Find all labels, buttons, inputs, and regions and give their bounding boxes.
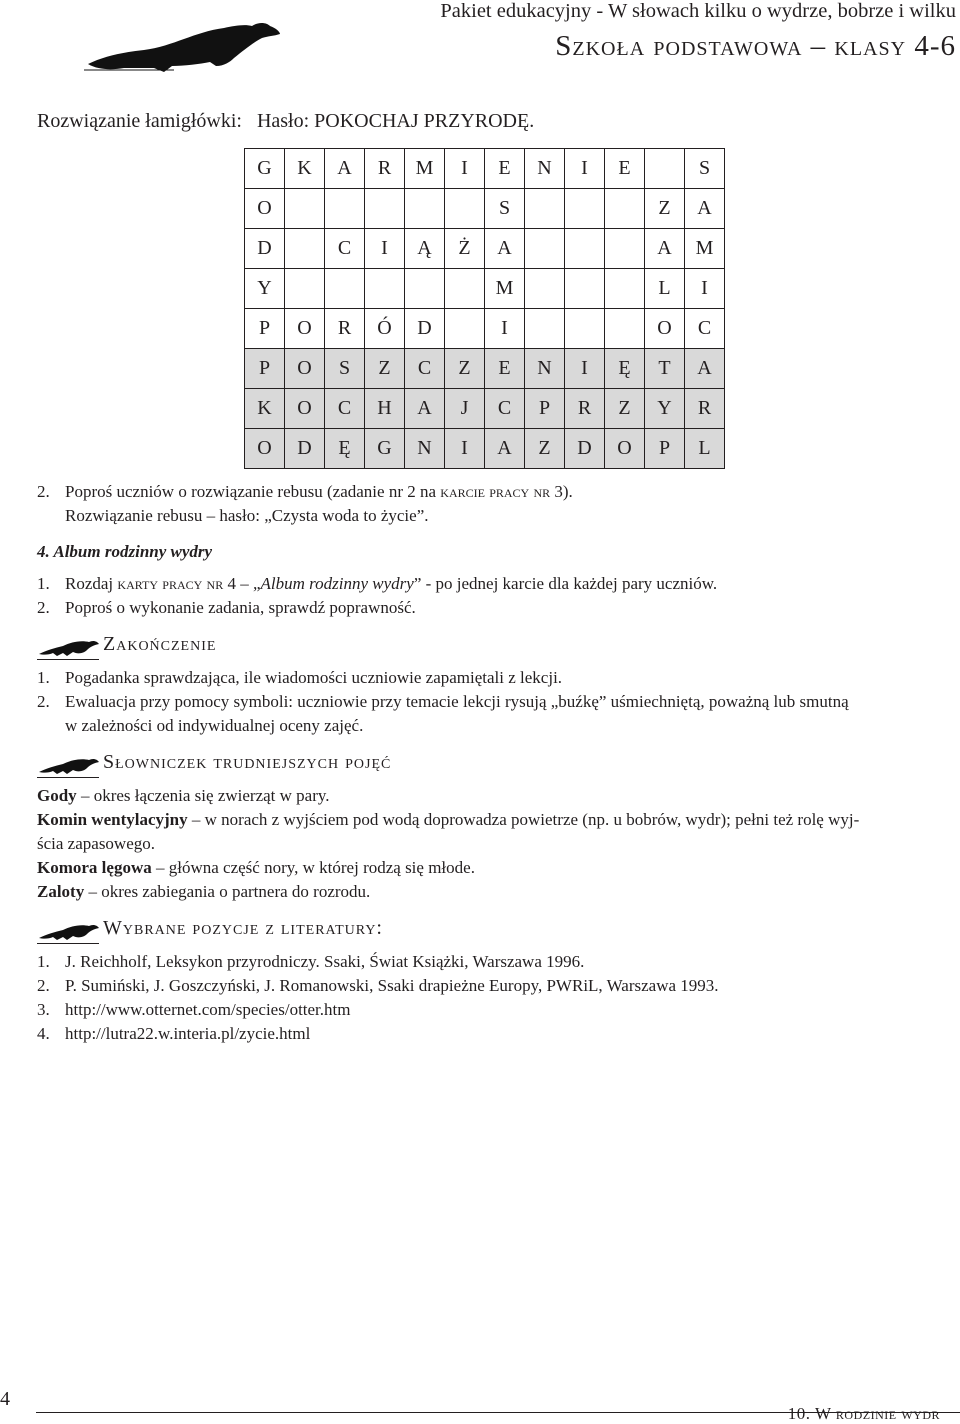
grid-cell: I: [565, 349, 605, 389]
bibliography-item: [37, 950, 584, 974]
glossary-term: Zaloty: [37, 882, 85, 901]
grid-cell: I: [685, 269, 725, 309]
grid-cell: I: [445, 429, 485, 469]
grid-cell: A: [405, 389, 445, 429]
grid-row: [245, 229, 725, 269]
grid-cell: Ę: [605, 349, 645, 389]
section-slowniczek-heading: [37, 752, 477, 778]
glossary-term: Gody: [37, 786, 77, 805]
otter-logo-icon: [84, 12, 284, 76]
list-number: 1.: [37, 574, 50, 593]
glossary-term: Komin wentylacyjny: [37, 810, 188, 829]
item-text: Poproś o wykonanie zadania, sprawdź poprawność.: [65, 598, 416, 617]
bibliography-text: J. Reichholf, Leksykon przyrodniczy. Ssaki, Świat Książki, Warszawa 1996.: [65, 952, 585, 971]
grid-cell: [645, 149, 685, 189]
grid-cell: [285, 189, 325, 229]
grid-cell: K: [245, 389, 285, 429]
grid-cell: [525, 309, 565, 349]
glossary-definition: – okres łączenia się zwierząt w pary.: [76, 786, 330, 805]
glossary-definition: – w norach z wyjściem pod wodą doprowadza powietrze (np. u bobrów, wydr); pełni też rolę wyj-: [187, 810, 860, 829]
grid-cell: A: [325, 149, 365, 189]
grid-cell: [525, 229, 565, 269]
item-italic-title: Album rodzinny wydry: [260, 574, 414, 593]
grid-cell: A: [685, 349, 725, 389]
grid-cell: [565, 309, 605, 349]
grid-cell: [565, 269, 605, 309]
grid-cell: S: [485, 189, 525, 229]
crossword-grid: [244, 148, 725, 469]
puzzle-password: Hasło: POKOCHAJ PRZYRODĘ.: [256, 110, 535, 132]
puzzle-solution-line: [37, 110, 534, 133]
grid-cell: [565, 189, 605, 229]
grid-cell: O: [645, 309, 685, 349]
grid-cell: T: [645, 349, 685, 389]
grid-cell: O: [285, 349, 325, 389]
section-title: Wybrane pozycje z literatury:: [103, 917, 383, 939]
grid-cell: Z: [365, 349, 405, 389]
grid-cell: [405, 269, 445, 309]
grid-cell: [365, 269, 405, 309]
bibliography-item: [37, 998, 350, 1022]
grid-cell: E: [485, 349, 525, 389]
grid-cell: [525, 189, 565, 229]
task2-text: Poproś uczniów o rozwiązanie rebusu (zadanie nr 2 na: [65, 482, 437, 501]
grid-row: [245, 309, 725, 349]
grid-cell: C: [325, 229, 365, 269]
grid-cell: C: [405, 349, 445, 389]
bibliography-link[interactable]: http://www.otternet.com/species/otter.htm: [65, 1000, 351, 1019]
grid-cell: L: [685, 429, 725, 469]
grid-cell: S: [685, 149, 725, 189]
item-text: Ewaluacja przy pomocy symboli: uczniowie przy temacie lekcji rysują „buźkę” uśmiechniętą, poważną lub smutną: [65, 692, 849, 711]
bibliography-item: [37, 974, 719, 998]
grid-cell: S: [325, 349, 365, 389]
item-text: Pogadanka sprawdzająca, ile wiadomości uczniowie zapamiętali z lekcji.: [65, 668, 563, 687]
grid-cell: O: [605, 429, 645, 469]
list-number: 2.: [37, 976, 50, 995]
item-text: 4 – „: [227, 574, 261, 593]
section-rule: [37, 943, 99, 944]
grid-cell: [285, 269, 325, 309]
zakonczenie-item-1: [37, 666, 562, 690]
grid-cell: [445, 309, 485, 349]
glossary-entry: [37, 808, 859, 832]
grid-cell: P: [645, 429, 685, 469]
grid-cell: E: [485, 149, 525, 189]
section-literatura-heading: [37, 918, 477, 944]
grid-cell: R: [565, 389, 605, 429]
grid-cell: I: [565, 149, 605, 189]
grid-row: [245, 189, 725, 229]
grid-cell: [605, 269, 645, 309]
grid-cell: Ż: [445, 229, 485, 269]
section4-title: 4. Album rodzinny wydry: [37, 542, 213, 561]
header-title: Pakiet edukacyjny - W słowach kilku o wydrze, bobrze i wilku: [440, 0, 956, 22]
header-subtitle: Szkoła podstawowa – klasy 4-6: [555, 30, 956, 62]
grid-cell: D: [285, 429, 325, 469]
grid-row: [245, 269, 725, 309]
task2-line1: [37, 480, 573, 504]
grid-cell: D: [405, 309, 445, 349]
grid-cell: [445, 189, 485, 229]
section4-item-2: [37, 596, 416, 620]
grid-cell: [605, 309, 645, 349]
glossary-entry: [37, 784, 330, 808]
grid-cell: I: [485, 309, 525, 349]
list-number: 4.: [37, 1024, 50, 1043]
list-number: 2.: [37, 692, 50, 711]
grid-row: [245, 149, 725, 189]
puzzle-solution-label: Rozwiązanie łamigłówki:: [37, 110, 242, 132]
grid-cell: [605, 229, 645, 269]
item-text: Rozdaj: [65, 574, 114, 593]
grid-cell: A: [485, 229, 525, 269]
grid-cell: Y: [245, 269, 285, 309]
grid-cell: O: [245, 189, 285, 229]
otter-bullet-icon: [37, 754, 103, 776]
grid-cell: [525, 269, 565, 309]
otter-bullet-icon: [37, 636, 103, 658]
grid-cell: P: [245, 309, 285, 349]
grid-cell: H: [365, 389, 405, 429]
grid-cell: M: [485, 269, 525, 309]
grid-cell: Ę: [325, 429, 365, 469]
grid-cell: Z: [525, 429, 565, 469]
grid-cell: L: [645, 269, 685, 309]
grid-cell: Z: [645, 189, 685, 229]
grid-cell: M: [405, 149, 445, 189]
grid-cell: G: [245, 149, 285, 189]
grid-cell: G: [365, 429, 405, 469]
glossary-definition: – okres zabiegania o partnera do rozrodu.: [84, 882, 371, 901]
grid-cell: A: [645, 229, 685, 269]
section4-item-1: [37, 572, 717, 596]
glossary-definition-cont: ścia zapasowego.: [37, 834, 156, 853]
grid-cell: [325, 189, 365, 229]
worksheet-ref: karcie pracy nr: [440, 482, 551, 501]
grid-row: [245, 349, 725, 389]
list-number: 3.: [37, 1000, 50, 1019]
zakonczenie-item-2-cont: w zależności od indywidualnej oceny zajęć.: [65, 716, 364, 735]
section-title: Zakończenie: [103, 633, 217, 655]
grid-cell: D: [245, 229, 285, 269]
zakonczenie-item-2: [37, 690, 849, 714]
grid-cell: Ó: [365, 309, 405, 349]
grid-cell: [285, 229, 325, 269]
grid-cell: K: [285, 149, 325, 189]
grid-cell: R: [365, 149, 405, 189]
grid-cell: J: [445, 389, 485, 429]
list-number: 2.: [37, 482, 50, 501]
grid-cell: [445, 269, 485, 309]
grid-cell: Y: [645, 389, 685, 429]
grid-cell: P: [525, 389, 565, 429]
footer-title: 10. W rodzinie wydr: [787, 1404, 940, 1423]
grid-cell: C: [325, 389, 365, 429]
grid-cell: R: [685, 389, 725, 429]
grid-cell: C: [485, 389, 525, 429]
worksheet-ref: karty pracy nr: [117, 574, 224, 593]
grid-cell: R: [325, 309, 365, 349]
grid-cell: O: [245, 429, 285, 469]
grid-cell: [365, 189, 405, 229]
list-number: 1.: [37, 668, 50, 687]
grid-cell: E: [605, 149, 645, 189]
bibliography-link[interactable]: http://lutra22.w.interia.pl/zycie.html: [65, 1024, 311, 1043]
grid-cell: D: [565, 429, 605, 469]
item-text: ” - po jednej karcie dla każdej pary uczniów.: [413, 574, 718, 593]
grid-cell: Z: [605, 389, 645, 429]
grid-cell: N: [525, 149, 565, 189]
glossary-definition: – główna część nory, w której rodzą się młode.: [151, 858, 475, 877]
grid-cell: N: [405, 429, 445, 469]
grid-cell: P: [245, 349, 285, 389]
grid-cell: [605, 189, 645, 229]
list-number: 1.: [37, 952, 50, 971]
section-rule: [37, 659, 99, 660]
grid-row: [245, 429, 725, 469]
grid-cell: C: [685, 309, 725, 349]
grid-cell: [325, 269, 365, 309]
grid-cell: Ą: [405, 229, 445, 269]
grid-cell: O: [285, 389, 325, 429]
bibliography-item: [37, 1022, 310, 1046]
grid-cell: I: [365, 229, 405, 269]
task2-line2: Rozwiązanie rebusu – hasło: „Czysta woda to życie”.: [65, 506, 429, 525]
section-title: Słowniczek trudniejszych pojęć: [103, 751, 392, 773]
grid-row: [245, 389, 725, 429]
grid-cell: [565, 229, 605, 269]
grid-cell: A: [685, 189, 725, 229]
glossary-term: Komora lęgowa: [37, 858, 152, 877]
page-number: 4: [0, 1388, 10, 1410]
otter-bullet-icon: [37, 920, 103, 942]
task2-text-end: 3).: [554, 482, 573, 501]
section-rule: [37, 777, 99, 778]
bibliography-text: P. Sumiński, J. Goszczyński, J. Romanowski, Ssaki drapieżne Europy, PWRiL, Warszawa 1993.: [65, 976, 719, 995]
grid-cell: M: [685, 229, 725, 269]
glossary-entry: [37, 856, 475, 880]
grid-cell: I: [445, 149, 485, 189]
section-zakonczenie-heading: [37, 634, 477, 660]
list-number: 2.: [37, 598, 50, 617]
glossary-entry: [37, 880, 370, 904]
grid-cell: Z: [445, 349, 485, 389]
grid-cell: [405, 189, 445, 229]
grid-cell: O: [285, 309, 325, 349]
grid-cell: N: [525, 349, 565, 389]
grid-cell: A: [485, 429, 525, 469]
